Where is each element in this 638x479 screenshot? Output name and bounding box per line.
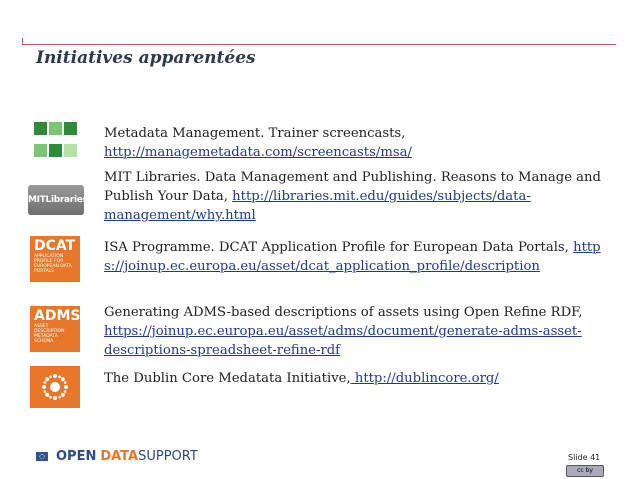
sunburst-icon [40, 372, 70, 402]
entry-mit-libraries [104, 168, 609, 225]
metadata-management-logo [30, 120, 80, 166]
entry-link-managemetadata[interactable]: http://managemetadata.com/screencasts/msa/ [104, 145, 412, 160]
entry-isa-dcat [104, 238, 609, 276]
entry-text: Metadata Management. Trainer screencasts, [104, 126, 406, 141]
dcat-logo-subtitle: APPLICATION PROFILE FOR EUROPEAN DATA PORTALS [34, 254, 72, 274]
dublin-core-logo [30, 366, 80, 408]
entry-metadata-management [104, 124, 609, 162]
entry-text: Generating ADMS-based descriptions of assets using Open Refine RDF, [104, 305, 583, 320]
entry-link-mit[interactable]: http://libraries.mit.edu/guides/subjects/data-management/why.html [104, 189, 531, 223]
slide-number: Slide 41 [568, 453, 601, 462]
adms-logo-subtitle: ASSET DESCRIPTION METADATA SCHEMA [34, 324, 65, 344]
entry-link-adms[interactable]: https://joinup.ec.europa.eu/asset/adms/document/generate-adms-asset-descriptions-spreadsheet-refine-rdf [104, 324, 582, 358]
mit-libraries-logo: MITLibraries [28, 185, 84, 215]
top-rule [22, 44, 616, 45]
dcat-logo-title: DCAT [34, 238, 76, 254]
page-title: Initiatives apparentées [36, 48, 256, 68]
adms-logo [30, 306, 80, 352]
dcat-logo [30, 236, 80, 282]
entry-text: MIT Libraries. Data Management and Publishing. Reasons to Manage and Publish Your Data, [104, 170, 601, 204]
entry-text: ISA Programme. DCAT Application Profile for European Data Portals, [104, 240, 574, 255]
eu-flag-icon [36, 452, 48, 461]
entry-adms [104, 303, 609, 360]
footer-open: OPEN [56, 449, 97, 464]
footer-support: SUPPORT [138, 449, 198, 464]
open-data-support-logo [36, 449, 198, 464]
footer-data: DATA [100, 449, 139, 464]
adms-logo-title: ADMS [34, 308, 81, 324]
entry-dublin-core [104, 369, 609, 388]
entry-text: The Dublin Core Medatata Initiative, [104, 371, 351, 386]
entry-link-dublincore[interactable]: http://dublincore.org/ [350, 371, 499, 386]
entry-link-dcat[interactable]: https://joinup.ec.europa.eu/asset/dcat_application_profile/description [104, 240, 601, 274]
creative-commons-badge: cc by [566, 465, 604, 477]
